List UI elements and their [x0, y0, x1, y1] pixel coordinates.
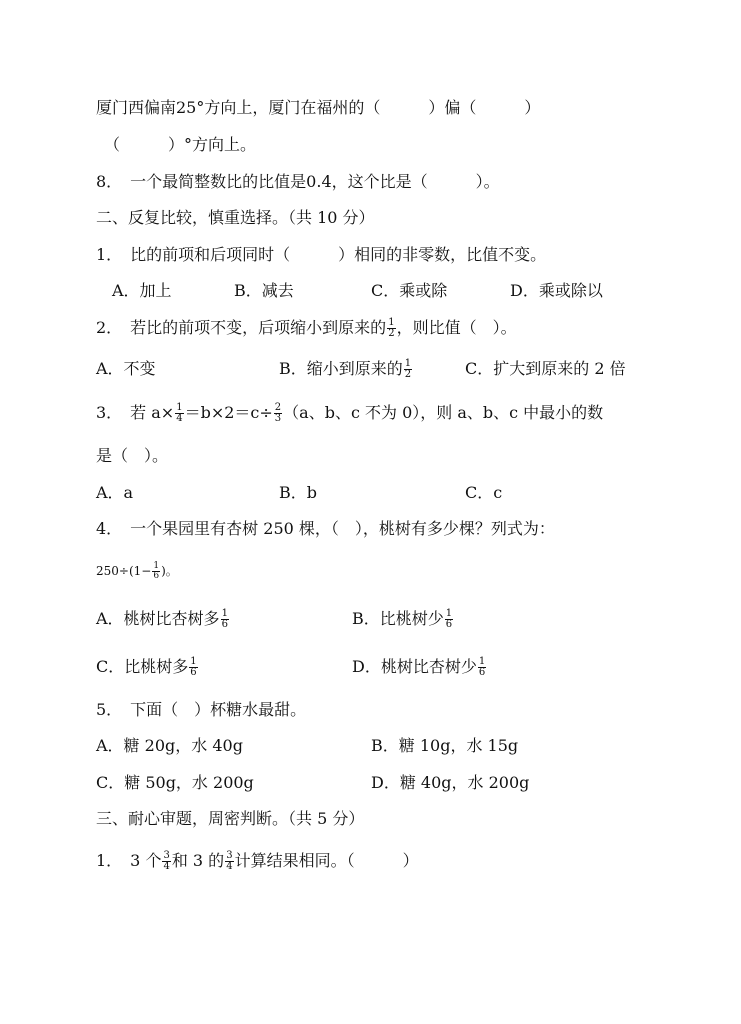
- s3-q1-text-3: 计算结果相同。（ ）: [234, 851, 419, 870]
- s2-q2-option-b-fraction: [404, 359, 412, 380]
- fraction-numerator: 1: [190, 656, 197, 667]
- s2-q4-option-b: [352, 609, 454, 630]
- s2-q3-text-3: （a、b、c 不为 0），则 a、b、c 中最小的数: [283, 403, 604, 422]
- s2-q4-option-a-fraction: [221, 609, 229, 630]
- s2-q5-option-b: B．糖 10g，水 15g: [371, 736, 519, 755]
- fraction-denominator: 6: [445, 619, 453, 630]
- s2-q1-option-b: B．减去: [234, 281, 294, 300]
- s2-q1-option-c: C．乘或除: [371, 281, 448, 300]
- fraction-numerator: 1: [153, 561, 160, 571]
- fraction-numerator: 1: [404, 358, 412, 369]
- s2-q3-text-1: 3． 若 a×: [96, 403, 175, 422]
- s2-q4-option-d-fraction: [478, 657, 486, 678]
- s2-q4-expression-text-a: 250÷(1−: [96, 564, 152, 578]
- fraction-denominator: 4: [163, 861, 170, 872]
- top-line-1: 厦门西偏南25°方向上，厦门在福州的（ ）偏（ ）: [96, 98, 541, 117]
- s2-q1-stem: 1． 比的前项和后项同时（ ）相同的非零数，比值不变。: [96, 245, 547, 264]
- s2-q1-option-d: D．乘或除以: [510, 281, 603, 300]
- s2-q4-option-b-fraction: [445, 609, 453, 630]
- s2-q2-option-b-text: B．缩小到原来的: [279, 359, 403, 378]
- fraction-denominator: 2: [388, 328, 395, 339]
- fraction-denominator: 6: [221, 619, 228, 630]
- fraction-denominator: 4: [226, 861, 233, 872]
- s2-q1-option-a: A．加上: [112, 281, 172, 300]
- s2-q3-stem-line-2: 是（ ）。: [96, 446, 169, 465]
- s2-q4-option-c: [96, 657, 199, 678]
- s2-q3-option-c: C．c: [465, 483, 503, 502]
- s2-q5-option-c: C．糖 50g，水 200g: [96, 773, 254, 792]
- s2-q3-fraction-2: [274, 403, 282, 424]
- fraction-numerator: 1: [445, 608, 453, 619]
- s2-q3-text-2: ＝b×2＝c÷: [184, 403, 273, 422]
- fraction-denominator: 6: [478, 667, 486, 678]
- s3-q1-text-1: 1． 3 个: [96, 851, 162, 870]
- s2-q2-stem: [96, 318, 517, 339]
- s2-q2-stem-text-a: 2． 若比的前项不变，后项缩小到原来的: [96, 318, 387, 337]
- fraction-numerator: 3: [163, 850, 170, 861]
- top-line-2: （ ）°方向上。: [104, 135, 257, 154]
- s2-q4-option-a: [96, 609, 230, 630]
- fraction-denominator: 2: [404, 369, 412, 380]
- section-2-heading: 二、反复比较，慎重选择。（共 10 分）: [96, 208, 375, 227]
- s2-q4-option-c-fraction: [189, 657, 197, 678]
- question-8: 8． 一个最简整数比的比值是0.4，这个比是（ ）。: [96, 172, 500, 191]
- s2-q3-option-a: A．a: [96, 483, 134, 502]
- s2-q4-option-d: [352, 657, 487, 678]
- s2-q4-option-c-text: C．比桃树多: [96, 657, 189, 676]
- s2-q2-option-a: A．不变: [96, 359, 156, 378]
- s2-q2-stem-text-b: ，则比值（ ）。: [396, 318, 517, 337]
- s2-q3-fraction-1: [175, 403, 183, 424]
- fraction-denominator: 6: [190, 667, 197, 678]
- fraction-numerator: 1: [176, 402, 183, 413]
- s2-q4-option-d-text: D．桃树比杏树少: [352, 657, 477, 676]
- s2-q5-option-d: D．糖 40g，水 200g: [371, 773, 530, 792]
- s2-q4-expression: [96, 561, 178, 581]
- s2-q5-stem: 5． 下面（ ）杯糖水最甜。: [96, 700, 307, 719]
- section-3-heading: 三、耐心审题，周密判断。（共 5 分）: [96, 809, 365, 828]
- s2-q4-stem: 4． 一个果园里有杏树 250 棵，（ ），桃树有多少棵？列式为：: [96, 519, 555, 538]
- fraction-denominator: 3: [274, 413, 282, 424]
- s3-q1-fraction-2: [225, 851, 233, 872]
- s2-q4-expression-text-b: )。: [161, 564, 178, 578]
- s2-q4-option-b-text: B．比桃树少: [352, 609, 444, 628]
- s2-q4-expression-fraction: [152, 562, 160, 581]
- s2-q5-option-a: A．糖 20g，水 40g: [96, 736, 243, 755]
- s2-q3-option-b: B．b: [279, 483, 318, 502]
- fraction-numerator: 1: [388, 317, 395, 328]
- fraction-numerator: 2: [274, 402, 282, 413]
- fraction-numerator: 1: [478, 656, 486, 667]
- s2-q4-option-a-text: A．桃树比杏树多: [96, 609, 220, 628]
- s3-q1-text-2: 和 3 的: [171, 851, 225, 870]
- s3-q1-fraction-1: [162, 851, 170, 872]
- fraction-denominator: 4: [176, 413, 183, 424]
- s2-q2-fraction: [387, 318, 395, 339]
- s2-q2-option-b: [279, 359, 413, 380]
- fraction-numerator: 3: [226, 850, 233, 861]
- s2-q3-stem: [96, 403, 603, 424]
- s3-q1-stem: [96, 851, 419, 872]
- fraction-denominator: 6: [153, 571, 160, 581]
- fraction-numerator: 1: [221, 608, 228, 619]
- s2-q2-option-c: C．扩大到原来的 2 倍: [465, 359, 626, 378]
